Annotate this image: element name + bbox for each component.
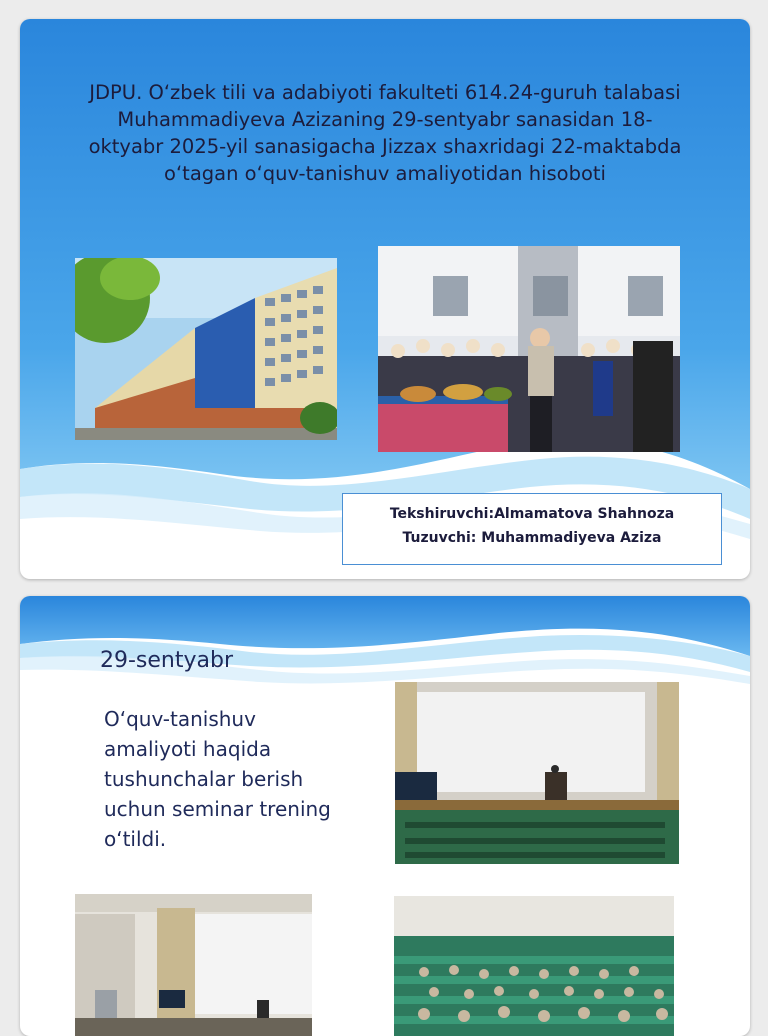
title-slide: [20, 19, 750, 579]
seminar-hall-photo-3: [394, 896, 674, 1036]
checker-name: Tekshiruvchi:Almamatova Shahnoza: [389, 506, 675, 522]
university-building-photo: [75, 258, 337, 440]
seminar-slide: [20, 596, 750, 1036]
seminar-description: O‘quv-tanishuv amaliyoti haqida tushunchalar berish uchun seminar trening o‘tildi.: [104, 707, 331, 851]
seminar-date: 29-sentyabr: [100, 648, 234, 673]
report-title: JDPU. O‘zbek tili va adabiyoti fakulteti 614.24-guruh talabasi Muhammadiyeva Azizaning 29-sentyabr sanasidan 18-oktyabr 2025-yil sanasigacha Jizzax shaxridagi 22-maktabda o‘tagan o‘quv-tanishuv amaliyotidan hisoboti: [88, 81, 682, 185]
signature-box: [342, 493, 722, 565]
author-name: Tuzuvchi: Muhammadiyeva Aziza: [402, 530, 662, 546]
seminar-hall-photo-2: [75, 894, 312, 1036]
school-children-photo: [378, 246, 680, 452]
seminar-hall-photo-1: [395, 682, 679, 864]
